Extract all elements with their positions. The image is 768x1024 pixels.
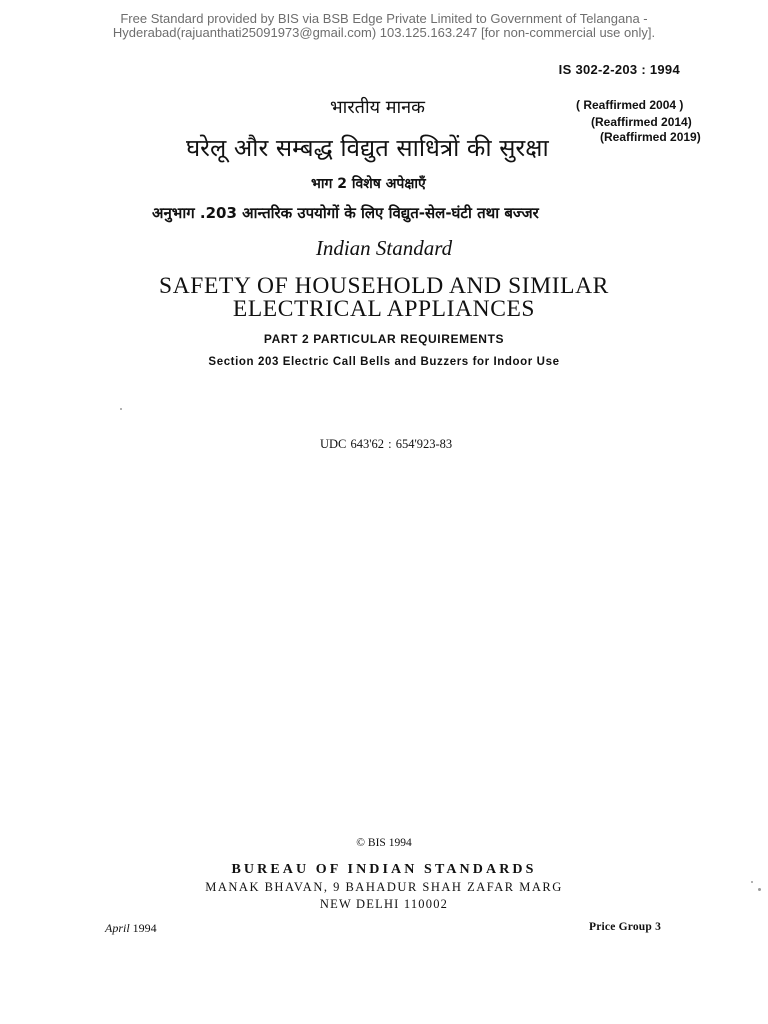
reaffirmed-2014: (Reaffirmed 2014) bbox=[591, 115, 692, 129]
publication-month: April bbox=[105, 921, 130, 935]
watermark-line-2: Hyderabad(rajuanthati25091973@gmail.com) 103.125.163.247 [for non-commercial use only]. bbox=[112, 25, 656, 40]
english-title-line-1: SAFETY OF HOUSEHOLD AND SIMILAR bbox=[159, 273, 609, 299]
scan-speck bbox=[758, 888, 761, 891]
scan-speck bbox=[751, 881, 753, 883]
hindi-title: घरेलू और सम्बद्ध विद्युत साधित्रों की सुरक्षा bbox=[186, 134, 549, 162]
publication-year: 1994 bbox=[132, 921, 157, 935]
udc-code: UDC 643'62 : 654'923-83 bbox=[320, 437, 453, 451]
english-title-line-2: ELECTRICAL APPLIANCES bbox=[232, 296, 536, 322]
watermark-line-1: Free Standard provided by BIS via BSB Edge Private Limited to Government of Telangana - bbox=[120, 11, 648, 26]
english-title bbox=[0, 275, 768, 321]
copyright-text: BIS 1994 bbox=[367, 837, 412, 849]
english-heading: Indian Standard bbox=[315, 236, 453, 260]
address-line-2: NEW DELHI 110002 bbox=[319, 897, 449, 911]
address-line-1: MANAK BHAVAN, 9 BAHADUR SHAH ZAFAR MARG bbox=[205, 880, 563, 894]
hindi-heading: भारतीय मानक bbox=[330, 97, 426, 118]
reaffirmed-2019: (Reaffirmed 2019) bbox=[600, 130, 701, 144]
bureau-name: BUREAU OF INDIAN STANDARDS bbox=[231, 862, 537, 877]
hindi-part: भाग 2 विशेष अपेक्षाएँ bbox=[311, 176, 426, 192]
scan-speck bbox=[120, 408, 122, 410]
publication-date bbox=[105, 921, 157, 936]
reaffirmed-2004: ( Reaffirmed 2004 ) bbox=[576, 98, 684, 112]
english-part: PART 2 PARTICULAR REQUIREMENTS bbox=[263, 332, 505, 346]
copyright-line bbox=[0, 837, 768, 849]
price-group: Price Group 3 bbox=[589, 921, 662, 933]
watermark-notice bbox=[0, 12, 768, 40]
hindi-section: अनुभाग .203 आन्तरिक उपयोगों के लिए विद्युत-सेल-घंटी तथा बज्जर bbox=[152, 204, 539, 222]
copyright-symbol: © bbox=[356, 837, 366, 849]
english-section: Section 203 Electric Call Bells and Buzzers for Indoor Use bbox=[208, 356, 560, 368]
standard-number: IS 302-2-203 : 1994 bbox=[558, 62, 680, 77]
